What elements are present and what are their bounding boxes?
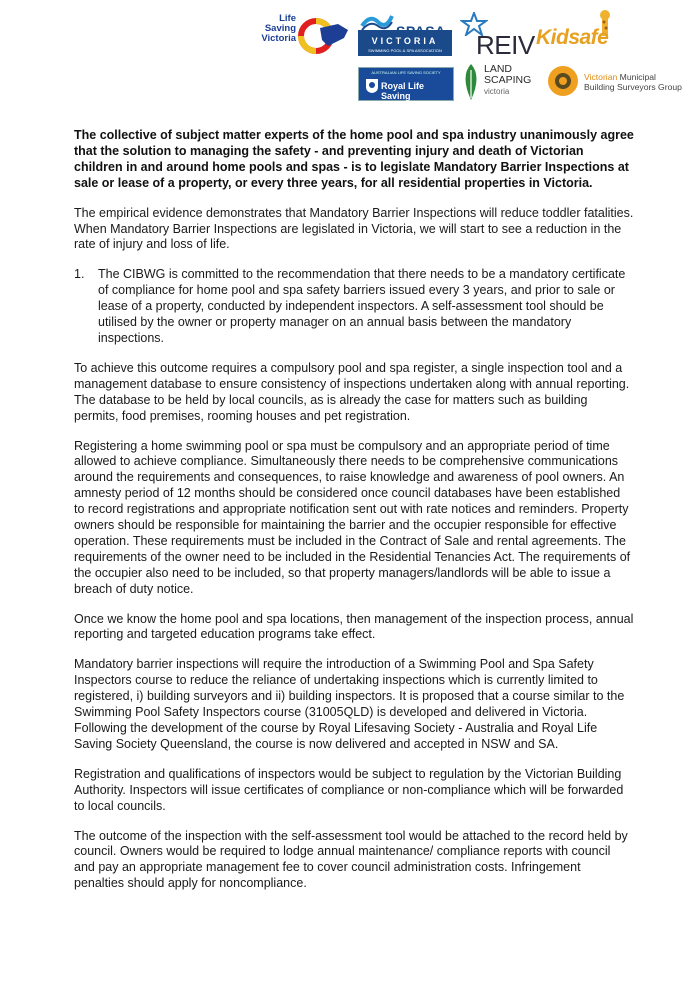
leaf-icon: [460, 62, 482, 102]
spasa-subtitle: VICTORIA: [371, 36, 439, 46]
body-paragraph: To achieve this outcome requires a compulsory pool and spa register, a single inspection tool and a management database to ensure consistency of inspections undertaken along with annual reporting. The database to be held by local councils, as is already the case for matters such as building permits, food premises, rooming houses and pet registration.: [74, 360, 630, 423]
spasa-tagline: SWIMMING POOL & SPA ASSOCIATION: [368, 48, 442, 53]
logo-header: [0, 0, 700, 110]
spasa-wave-icon: [360, 12, 394, 32]
vmbsg-logo-text: [584, 72, 682, 92]
vmbsg-highlight: Victorian: [584, 72, 618, 82]
kidsafe-logo: [536, 10, 622, 60]
crest-icon: [365, 78, 379, 94]
landscaping-line-3: victoria: [484, 87, 510, 96]
life-saving-victoria-logo-text: Life Saving Victoria: [261, 13, 296, 44]
intro-statement: The collective of subject matter experts of the home pool and spa industry unanimously agree that the solution to managing the safety - and preventing injury and death of Victorian children in and around home pools and spas - is to legislate Mandatory Barrier Inspections at sale or lease of a property, or every three years, for all residential properties in Victoria.: [74, 128, 634, 190]
body-paragraph: The outcome of the inspection with the self-assessment tool would be attached to the record held by council. Owners would be required to lodge annual maintenance/ compliance reports with council and pay an appropriate management fee to cover council administration costs. Infringement penalties should apply for noncompliance.: [74, 828, 628, 891]
vmbsg-line-2: Building Surveyors Group: [584, 82, 682, 92]
landscaping-victoria-logo: [460, 60, 542, 104]
landscaping-line-1: LAND: [484, 63, 513, 75]
document-body: [74, 128, 634, 892]
vmbsg-line-1: [584, 72, 682, 82]
royal-life-saving-logo: [358, 67, 454, 101]
landscaping-victoria-logo-text: [484, 64, 531, 97]
vmbsg-logo: [546, 64, 686, 100]
recommendation-list: [74, 267, 634, 347]
vmbsg-circle-icon: [546, 64, 580, 98]
kidsafe-logo-text: Kidsafe: [536, 26, 609, 49]
royal-life-saving-name: Royal Life Saving: [381, 81, 425, 101]
body-paragraph: Registering a home swimming pool or spa must be compulsory and an appropriate period of time allowed to achieve compliance. Simultaneously there needs to be comprehensive communications around the requirements and consequences, to raise knowledge and awareness of pool owners. An amnesty period of 12 months should be considered once council databases have been established to record registrations and appropriate notification sent out with rate notices and reminders. Property owners should be responsible for maintaining the barrier and the occupier responsible for effective operation. These requirements must be included in the Contract of Sale and rental agreements. The requirements of the owner need to be included in the Residential Tenancies Act. The requirements of the occupier also need to be included, so that property managers/landlords will be able to issue a breach of duty notice.: [74, 438, 631, 596]
list-item-number: 1.: [74, 267, 85, 282]
list-item: [74, 267, 634, 347]
spasa-victoria-logo: [358, 12, 452, 60]
life-saving-victoria-emblem-icon: [298, 16, 350, 56]
evidence-paragraph: The empirical evidence demonstrates that Mandatory Barrier Inspections will reduce toddler fatalities. When Mandatory Barrier Inspections are legislated in Victoria, we will start to see a reduction in the rate of injury and loss of life.: [74, 205, 634, 252]
body-paragraph: Mandatory barrier inspections will require the introduction of a Swimming Pool and Spa Safety Inspectors course to reduce the reliance of undertaking inspections which is currently limited to registered, i) building surveyors and ii) building inspectors. It is proposed that a course similar to the Swimming Pool Safety Inspectors course (31005QLD) is developed and delivered in Victoria. Following the development of the course by Royal Lifesaving Society - Australia and Royal Life Saving Society Queensland, the course is now delivered and accepted in NSW and SA.: [74, 657, 625, 751]
list-item-text: The CIBWG is committed to the recommendation that there needs to be a mandatory certificate of compliance for home pool and spa safety barriers issued every 3 years, and prior to sale or lease of a property, conducted by independent inspectors. A self-assessment tool should be utilised by the owner or property manager on an annual basis between the mandatory inspections.: [98, 267, 626, 345]
reiv-logo-text: REIV: [476, 30, 535, 60]
royal-life-saving-tagline: AUSTRALIAN LIFE SAVING SOCIETY: [371, 70, 441, 75]
landscaping-line-2: SCAPING: [484, 74, 532, 86]
vmbsg-municipal: Municipal: [617, 72, 656, 82]
life-saving-victoria-logo: [258, 14, 353, 56]
body-paragraph: Registration and qualifications of inspectors would be subject to regulation by the Victorian Building Authority. Inspectors will issue certificates of compliance or non-compliance which will be forwarded to local councils.: [74, 766, 624, 813]
reiv-logo: [460, 12, 535, 60]
body-paragraph: Once we know the home pool and spa locations, then management of the inspection process, annual reporting and targeted education programs take effect.: [74, 611, 634, 642]
